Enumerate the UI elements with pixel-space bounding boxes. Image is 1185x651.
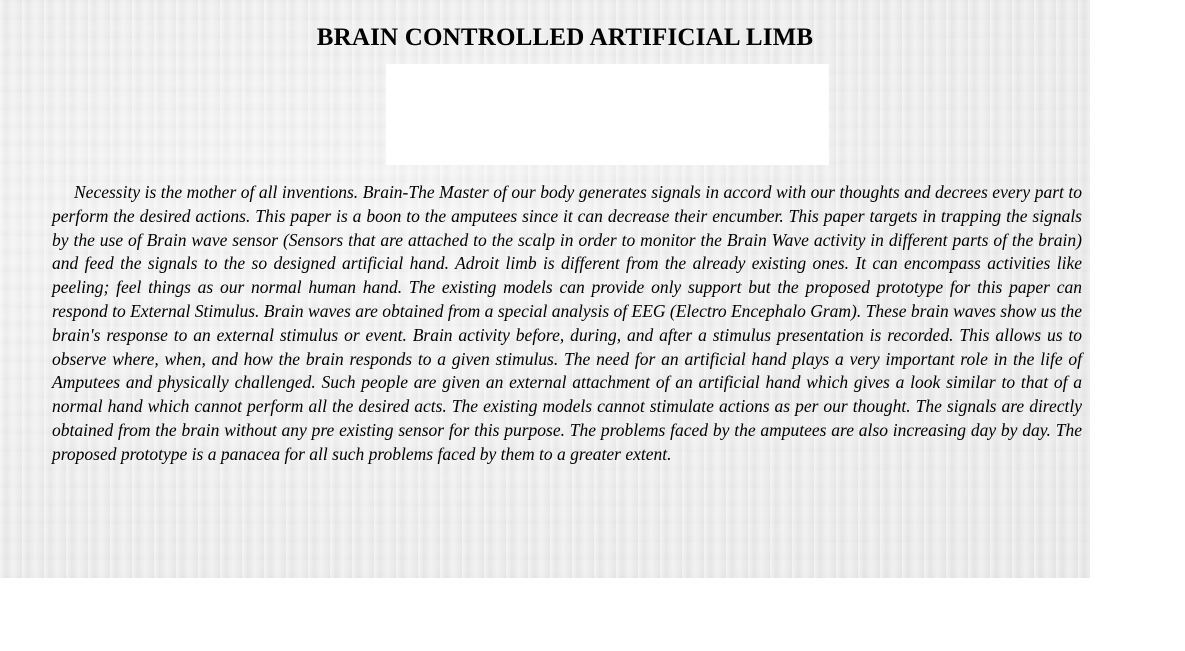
document-title: BRAIN CONTROLLED ARTIFICIAL LIMB: [316, 24, 814, 51]
blank-image-placeholder: [386, 64, 829, 165]
abstract-paragraph: Necessity is the mother of all inventions. Brain-The Master of our body generates signals in accord with our thoughts and decrees every part to perform the desired actions. This paper is a boon to the amputees since it can decrease their encumber. This paper targets in trapping the signals by the use of Brain wave sensor (Sensors that are attached to the scalp in order to monitor the Brain Wave activity in different parts of the brain) and feed the signals to the so designed artificial hand. Adroit limb is different from the already existing ones. It can encompass activities like peeling; feel things as our normal human hand. The existing models can provide only support but the proposed prototype for this paper can respond to External Stimulus. Brain waves are obtained from a special analysis of EEG (Electro Encephalo Gram). These brain waves show us the brain's response to an external stimulus or event. Brain activity before, during, and after a stimulus presentation is recorded. This allows us to observe where, when, and how the brain responds to a given stimulus. The need for an artificial hand plays a very important role in the life of Amputees and physically challenged. Such people are given an external attachment of an artificial hand which gives a look similar to that of a normal hand which cannot perform all the desired acts. The existing models cannot stimulate actions as per our thought. The signals are directly obtained from the brain without any pre existing sensor for this purpose. The problems faced by the amputees are also increasing day by day. The proposed prototype is a panacea for all such problems faced by them to a greater extent.: [52, 182, 1082, 464]
